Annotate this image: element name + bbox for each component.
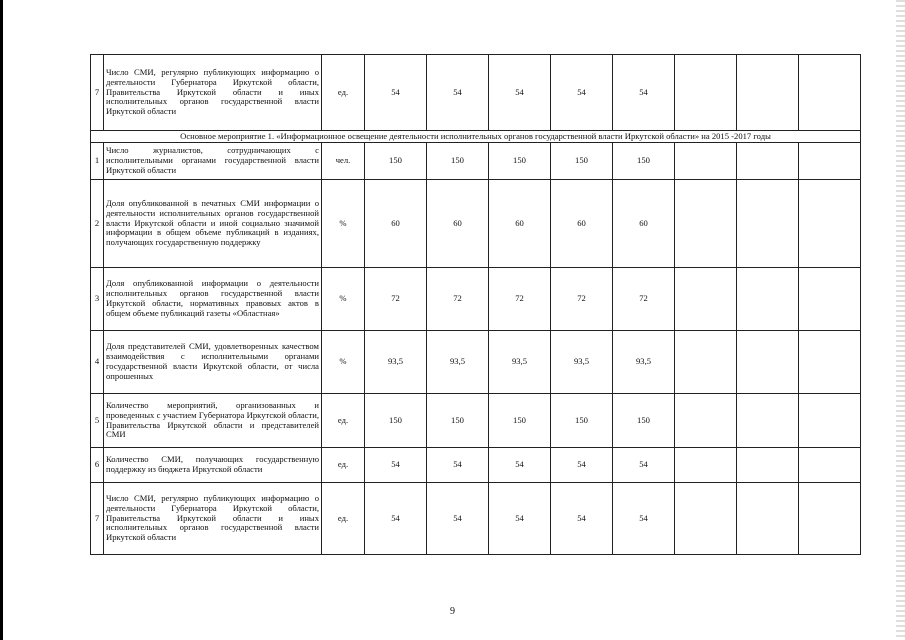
value-cell: 150 — [427, 394, 489, 448]
value-cell — [737, 331, 799, 394]
value-cell — [675, 268, 737, 331]
value-cell: 60 — [613, 180, 675, 268]
unit-of-measure: ед. — [322, 483, 365, 555]
value-cell: 54 — [551, 483, 613, 555]
value-cell: 150 — [365, 394, 427, 448]
value-cell — [675, 55, 737, 131]
value-cell: 54 — [427, 483, 489, 555]
value-cell: 54 — [427, 448, 489, 483]
row-number: 7 — [91, 55, 104, 131]
value-cell — [737, 55, 799, 131]
unit-of-measure: чел. — [322, 143, 365, 180]
value-cell: 54 — [489, 483, 551, 555]
value-cell: 54 — [365, 55, 427, 131]
value-cell: 150 — [551, 394, 613, 448]
value-cell: 54 — [489, 55, 551, 131]
value-cell: 150 — [489, 394, 551, 448]
value-cell — [675, 143, 737, 180]
value-cell: 60 — [551, 180, 613, 268]
value-cell — [737, 483, 799, 555]
value-cell: 72 — [427, 268, 489, 331]
table-row — [91, 394, 861, 448]
row-number: 4 — [91, 331, 104, 394]
value-cell: 150 — [613, 143, 675, 180]
value-cell: 54 — [613, 55, 675, 131]
value-cell: 150 — [365, 143, 427, 180]
value-cell: 60 — [427, 180, 489, 268]
indicator-table — [90, 54, 861, 555]
indicator-name: Доля опубликованной в печатных СМИ информации о деятельности исполнительных органов государственной власти Иркутской области и иной социально значимой информации в общем объеме публикаций в изданиях, получающих государственную поддержку — [104, 180, 322, 268]
value-cell — [675, 448, 737, 483]
value-cell: 54 — [551, 448, 613, 483]
indicator-name: Число СМИ, регулярно публикующих информацию о деятельности Губернатора Иркутской области, Правительства Иркутской области и иных исполнительных органов государственной власти Иркутской области — [104, 483, 322, 555]
unit-of-measure: % — [322, 180, 365, 268]
indicator-name: Количество СМИ, получающих государственную поддержку из бюджета Иркутской области — [104, 448, 322, 483]
value-cell: 93,5 — [365, 331, 427, 394]
value-cell — [737, 394, 799, 448]
unit-of-measure: ед. — [322, 394, 365, 448]
row-number: 5 — [91, 394, 104, 448]
table-row — [91, 331, 861, 394]
page-number: 9 — [450, 606, 455, 617]
value-cell — [675, 483, 737, 555]
value-cell — [799, 143, 861, 180]
value-cell — [675, 180, 737, 268]
value-cell: 54 — [365, 448, 427, 483]
row-number: 2 — [91, 180, 104, 268]
value-cell: 54 — [613, 448, 675, 483]
value-cell: 60 — [489, 180, 551, 268]
value-cell — [799, 483, 861, 555]
value-cell — [799, 268, 861, 331]
value-cell: 54 — [365, 483, 427, 555]
value-cell: 54 — [551, 55, 613, 131]
value-cell: 54 — [613, 483, 675, 555]
value-cell: 72 — [365, 268, 427, 331]
unit-of-measure: % — [322, 331, 365, 394]
value-cell — [737, 180, 799, 268]
row-number: 3 — [91, 268, 104, 331]
table-row — [91, 143, 861, 180]
indicator-name: Число СМИ, регулярно публикующих информацию о деятельности Губернатора Иркутской области, Правительства Иркутской области и иных исполнительных органов государственной власти Иркутской области — [104, 55, 322, 131]
value-cell — [737, 268, 799, 331]
value-cell — [799, 55, 861, 131]
scan-left-edge — [0, 0, 3, 640]
value-cell: 72 — [613, 268, 675, 331]
value-cell: 93,5 — [427, 331, 489, 394]
value-cell: 150 — [489, 143, 551, 180]
value-cell: 54 — [427, 55, 489, 131]
table-row — [91, 483, 861, 555]
table-row — [91, 268, 861, 331]
value-cell: 72 — [551, 268, 613, 331]
value-cell — [737, 448, 799, 483]
value-cell — [675, 394, 737, 448]
value-cell: 93,5 — [613, 331, 675, 394]
value-cell: 93,5 — [551, 331, 613, 394]
scan-right-edge — [896, 0, 905, 640]
value-cell: 150 — [613, 394, 675, 448]
unit-of-measure: % — [322, 268, 365, 331]
unit-of-measure: ед. — [322, 448, 365, 483]
table-row — [91, 448, 861, 483]
table-row — [91, 55, 861, 131]
section-header: Основное мероприятие 1. «Информационное освещение деятельности исполнительных органов государственной власти Иркутской области» на 2015 -2017 годы — [91, 131, 861, 143]
row-number: 7 — [91, 483, 104, 555]
value-cell: 60 — [365, 180, 427, 268]
indicator-name: Число журналистов, сотрудничающих с исполнительными органами государственной власти Иркутской области — [104, 143, 322, 180]
indicator-name: Доля опубликованной информации о деятельности исполнительных органов государственной власти Иркутской области, нормативных правовых актов в общем объеме публикаций газеты «Областная» — [104, 268, 322, 331]
indicator-name: Количество мероприятий, организованных и проведенных с участием Губернатора Иркутской области, Правительства Иркутской области и представителей СМИ — [104, 394, 322, 448]
value-cell — [799, 180, 861, 268]
value-cell — [737, 143, 799, 180]
value-cell — [799, 394, 861, 448]
value-cell — [799, 448, 861, 483]
row-number: 6 — [91, 448, 104, 483]
value-cell: 72 — [489, 268, 551, 331]
value-cell: 150 — [551, 143, 613, 180]
section-header-row — [91, 131, 861, 143]
row-number: 1 — [91, 143, 104, 180]
value-cell: 150 — [427, 143, 489, 180]
value-cell — [799, 331, 861, 394]
value-cell: 54 — [489, 448, 551, 483]
value-cell: 93,5 — [489, 331, 551, 394]
indicator-name: Доля представителей СМИ, удовлетворенных качеством взаимодействия с исполнительными органами государственной власти Иркутской области, от числа опрошенных — [104, 331, 322, 394]
table-row — [91, 180, 861, 268]
unit-of-measure: ед. — [322, 55, 365, 131]
value-cell — [675, 331, 737, 394]
